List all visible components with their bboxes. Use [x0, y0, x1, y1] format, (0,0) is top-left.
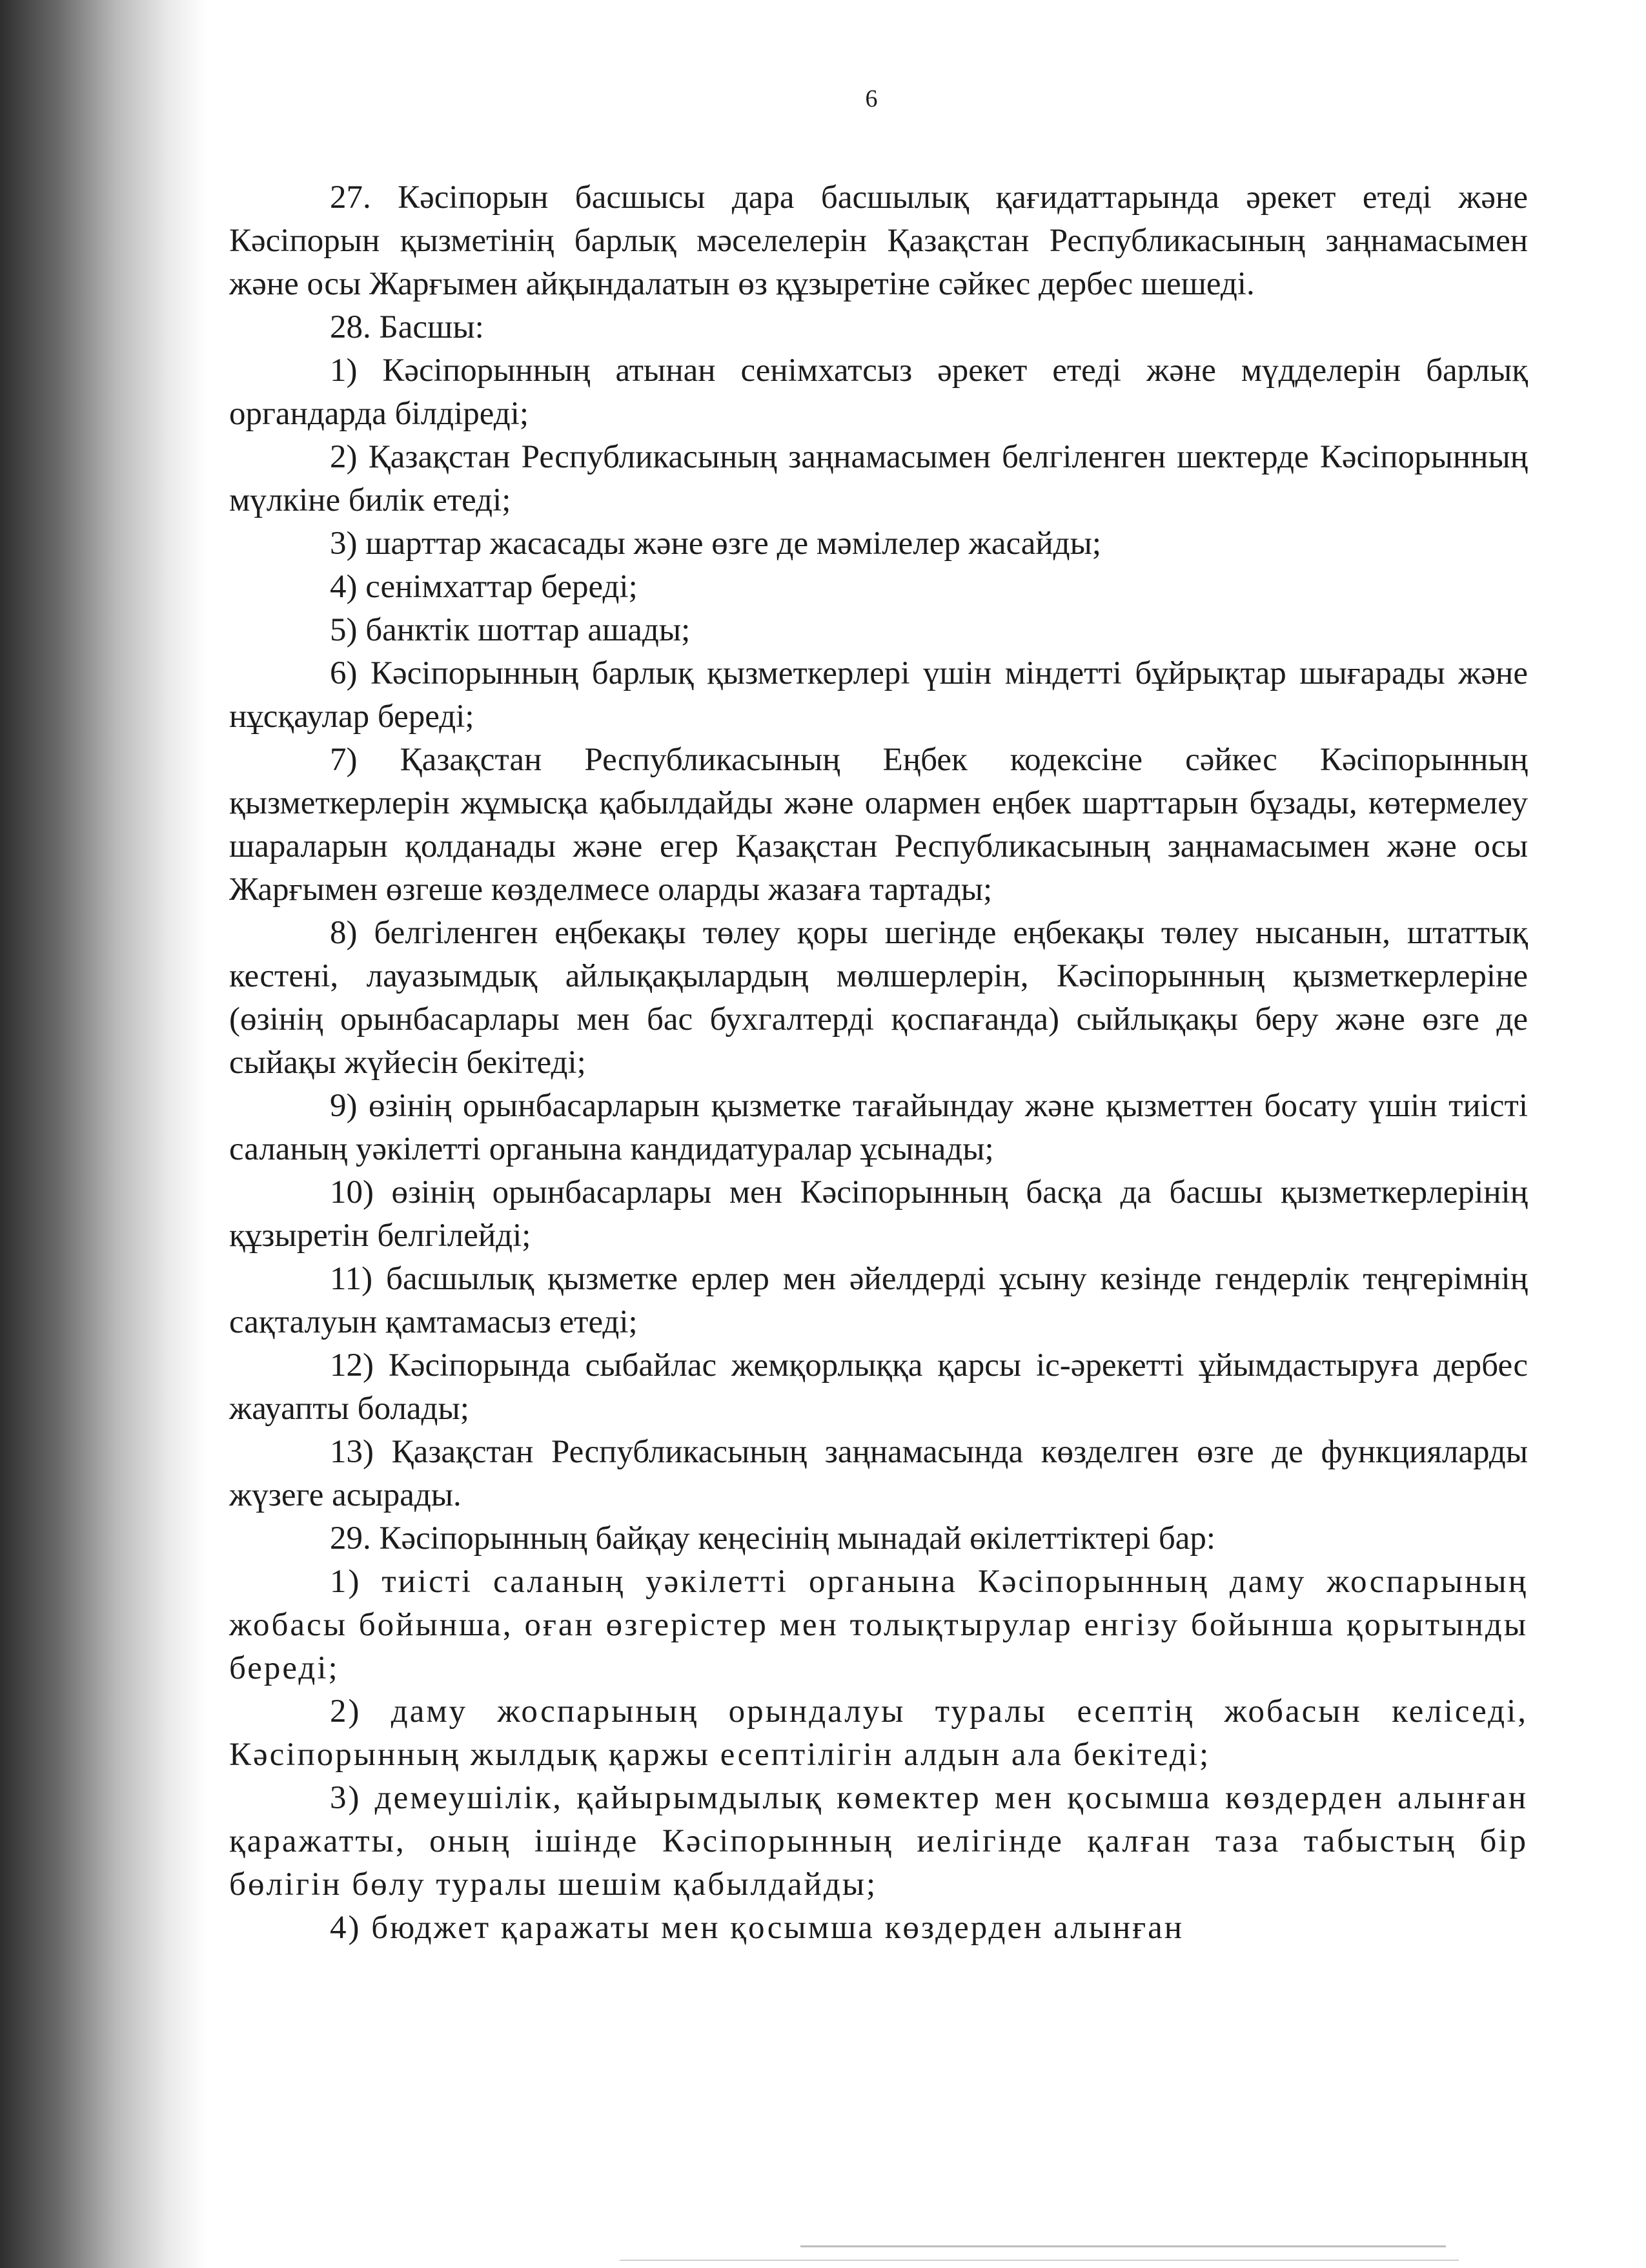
page-number: 6 — [865, 85, 878, 112]
scan-bottom-edge — [620, 2260, 1459, 2261]
list-item-28-3: 3) шарттар жасасады және өзге де мәмілелер жасайды; — [330, 526, 1102, 562]
list-item-28-1: 1) Кәсіпорынның атынан сенімхатсыз әрекет етеді және мүдделерін барлық органдарда білдіреді; — [229, 352, 1528, 432]
list-item-29-4: 4) бюджет қаражаты мен қосымша көздерден алынған — [330, 1910, 1184, 1946]
list-item-28-5: 5) банктік шоттар ашады; — [330, 612, 691, 648]
document-body — [229, 176, 1528, 1950]
scan-binding-shadow — [0, 0, 207, 2268]
paragraph-28: 28. Басшы: — [330, 309, 484, 345]
paragraph-29: 29. Кәсіпорынның байқау кеңесінің мынадай өкілеттіктері бар: — [330, 1520, 1216, 1557]
list-item-28-10: 10) өзінің орынбасарлары мен Кәсіпорынның басқа да басшы қызметкерлерінің құзыретін белгілейді; — [229, 1174, 1528, 1254]
list-item-28-6: 6) Кәсіпорынның барлық қызметкерлері үшін міндетті бұйрықтар шығарады және нұсқаулар береді; — [229, 655, 1528, 735]
list-item-29-1: 1) тиісті саланың уәкілетті органына Кәсіпорынның даму жоспарының жобасы бойынша, оған өзгерістер мен толықтырулар енгізу бойынша қорытынды береді; — [229, 1564, 1528, 1686]
list-item-28-4: 4) сенімхаттар береді; — [330, 569, 638, 605]
list-item-29-3: 3) демеушілік, қайырымдылық көмектер мен қосымша көздерден алынған қаражатты, оның ішінде Кәсіпорынның иелігінде қалған таза табыстың бір бөлігін бөлу туралы шешім қабылдайды; — [229, 1780, 1528, 1903]
list-item-28-2: 2) Қазақстан Республикасының заңнамасымен белгіленген шектерде Кәсіпорынның мүлкіне билік етеді; — [229, 439, 1528, 518]
scan-bottom-edge-line — [800, 2245, 1446, 2247]
list-item-28-12: 12) Кәсіпорында сыбайлас жемқорлыққа қарсы іс-әрекетті ұйымдастыруға дербес жауапты болады; — [229, 1347, 1528, 1427]
list-item-28-9: 9) өзінің орынбасарларын қызметке тағайындау және қызметтен босату үшін тиісті саланың уәкілетті органына кандидатуралар ұсынады; — [229, 1088, 1528, 1167]
list-item-28-11: 11) басшылық қызметке ерлер мен әйелдерді ұсыну кезінде гендерлік теңгерімнің сақталуын қамтамасыз етеді; — [229, 1261, 1528, 1340]
list-item-29-2: 2) даму жоспарының орындалуы туралы есептің жобасын келіседі, Кәсіпорынның жылдық қаржы есептілігін алдын ала бекітеді; — [229, 1693, 1528, 1773]
list-item-28-8: 8) белгіленген еңбекақы төлеу қоры шегінде еңбекақы төлеу нысанын, штаттық кестені, лауазымдық айлықақылардың мөлшерлерін, Кәсіпорынның қызметкерлеріне (өзінің орынбасарлары мен бас бухгалтерді қоспағанда) сыйлықақы беру және өзге де сыйақы жүйесін бекітеді; — [229, 915, 1528, 1081]
list-item-28-13: 13) Қазақстан Республикасының заңнамасында көзделген өзге де функцияларды жүзеге асырады. — [229, 1434, 1528, 1513]
paragraph-27: 27. Кәсіпорын басшысы дара басшылық қағидаттарында әрекет етеді және Кәсіпорын қызметінің барлық мәселелерін Қазақстан Республикасының заңнамасымен және осы Жарғымен айқындалатын өз құзыретіне сәйкес дербес шешеді. — [229, 179, 1528, 302]
list-item-28-7: 7) Қазақстан Республикасының Еңбек кодексіне сәйкес Кәсіпорынның қызметкерлерін жұмысқа қабылдайды және олармен еңбек шарттарын бұзады, көтермелеу шараларын қолданады және егер Қазақстан Республикасының заңнамасымен және осы Жарғымен өзгеше көзделмесе оларды жазаға тартады; — [229, 742, 1528, 908]
